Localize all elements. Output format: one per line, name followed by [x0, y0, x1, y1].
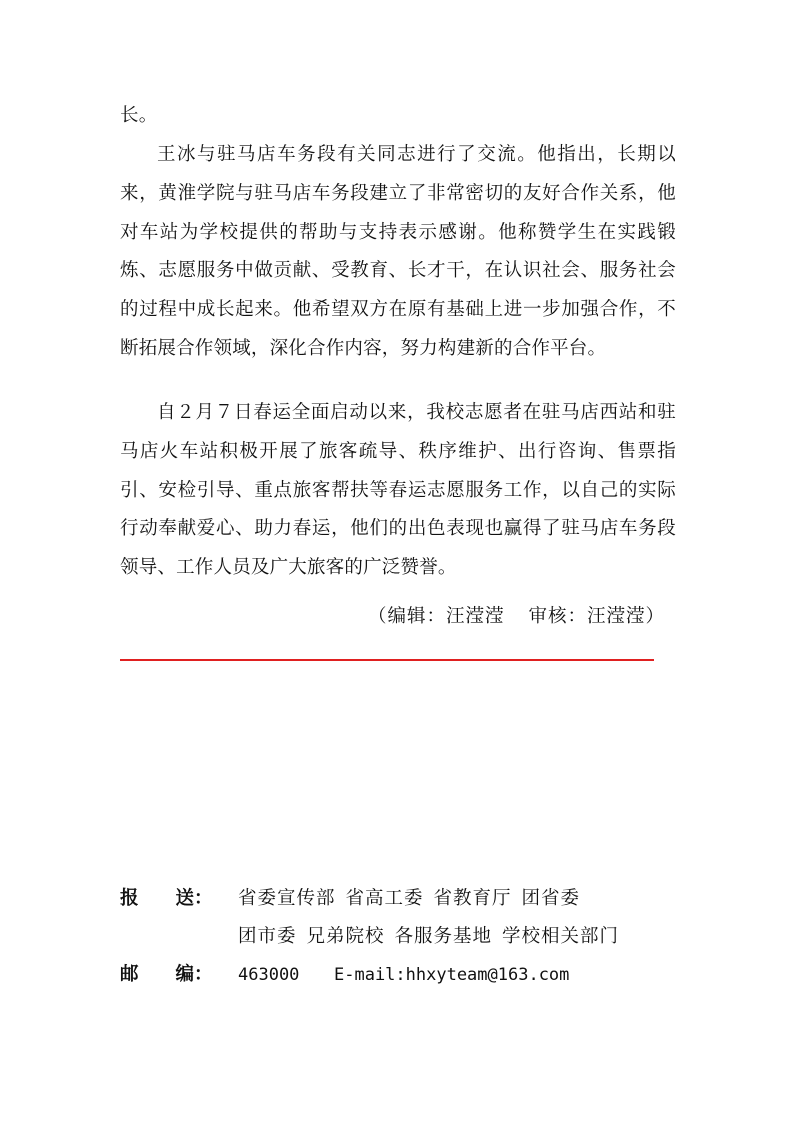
paragraph-exchange: 王冰与驻马店车务段有关同志进行了交流。他指出，长期以来，黄淮学院与驻马店车务段建立了非常密切的友好合作关系，他对车站为学校提供的帮助与支持表示感谢。他称赞学生在实践锻炼、志愿服务中做贡献、受教育、长才干，在认识社会、服务社会的过程中成长起来。他希望双方在原有基础上进一步加强合作，不断拓展合作领域，深化合作内容，努力构建新的合作平台。	[120, 144, 676, 359]
recipients-line-1	[238, 888, 580, 909]
recipient: 团省委	[521, 888, 581, 909]
red-divider	[120, 659, 654, 661]
recipient: 省高工委	[345, 888, 424, 909]
recipient: 团市委	[238, 926, 297, 947]
footer-block	[120, 880, 619, 994]
paragraph-spring-festival: 自２月７日春运全面启动以来，我校志愿者在驻马店西站和驻马店火车站积极开展了旅客疏导、秩序维护、出行咨询、售票指引、安检引导、重点旅客帮扶等春运志愿服务工作，以自己的实际行动奉献爱心、助力春运，他们的出色表现也赢得了驻马店车务段领导、工作人员及广大旅客的广泛赞誉。	[120, 402, 676, 579]
editor-credit	[368, 598, 665, 636]
recipient: 兄弟院校	[306, 926, 385, 947]
report-row	[120, 880, 619, 918]
postcode-row	[120, 956, 619, 994]
postcode-value: 463000	[238, 965, 300, 985]
recipients-line-2	[120, 918, 619, 956]
recipient: 学校相关部门	[502, 926, 620, 947]
editor-credit-text: （编辑：汪滢滢	[367, 606, 505, 627]
report-label: 报 送：	[120, 888, 213, 909]
recipient: 省委宣传部	[238, 888, 336, 909]
recipient: 各服务基地	[394, 926, 493, 947]
email-address: E-mail:hhxyteam@163.com	[334, 965, 570, 985]
postcode-label: 邮 编：	[120, 964, 213, 985]
recipient: 省教育厅	[433, 888, 512, 909]
reviewer-credit-text: 审核：汪滢滢）	[528, 606, 665, 627]
paragraph-continuation: 长。	[120, 105, 158, 126]
